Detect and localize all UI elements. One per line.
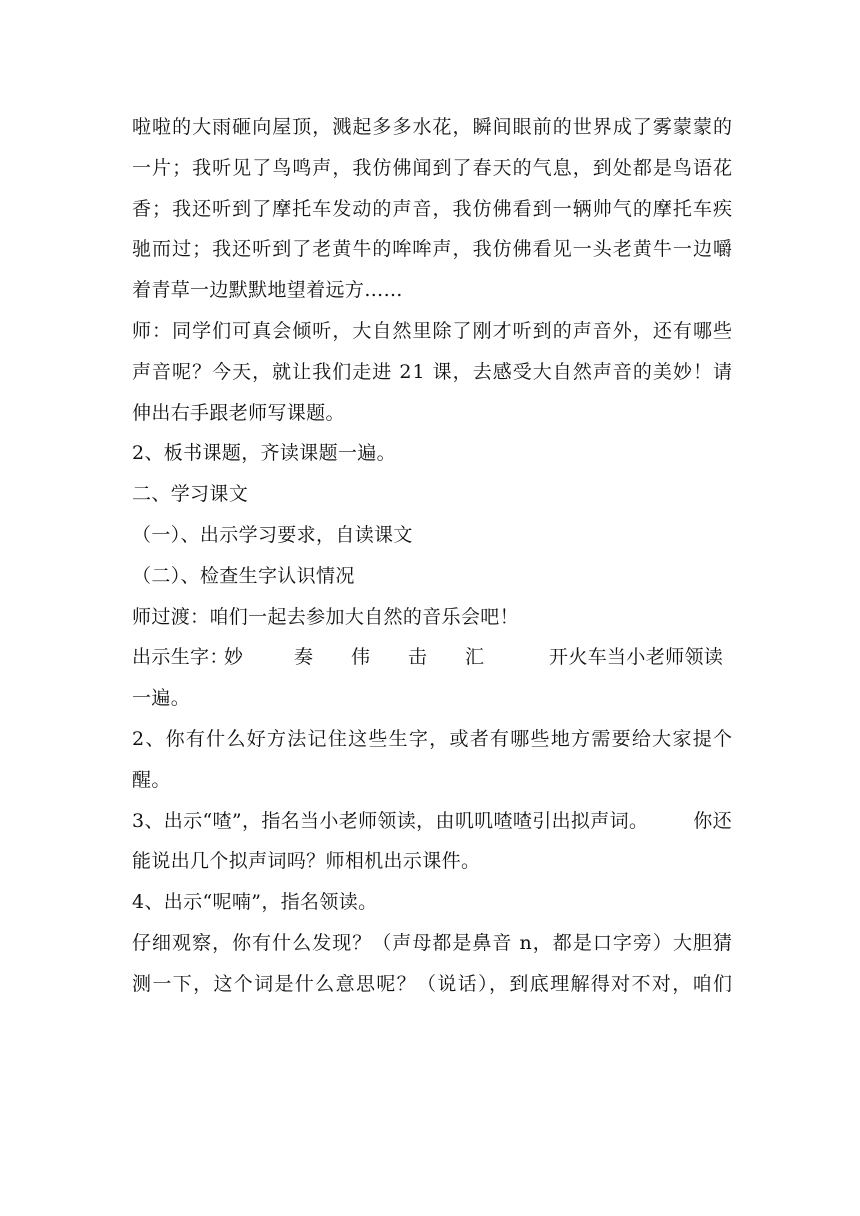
new-characters-label: 出示生字：: [132, 646, 229, 669]
text-line-content: 伸出右手跟老师写课题。: [132, 401, 345, 424]
new-character: 妙: [224, 646, 244, 669]
text-line-content: 测一下，这个词是什么意思呢？（说话），到底理解得对不对，咱们: [132, 972, 734, 995]
text-line: [132, 352, 732, 393]
new-characters-line: [132, 637, 732, 678]
text-line-content: 啦啦的大雨砸向屋顶，溅起多多水花，瞬间眼前的世界成了雾蒙蒙的: [132, 116, 734, 138]
text-line: [132, 148, 732, 189]
subsection-heading-text: （二）、检查生字认识情况: [132, 564, 355, 587]
text-line-content: 醒。: [132, 768, 171, 791]
text-line-content: 师过渡：咱们一起去参加大自然的音乐会吧！: [132, 605, 520, 628]
text-line: [132, 189, 732, 230]
section-heading: [132, 474, 732, 515]
text-line: [132, 107, 732, 148]
text-line: [132, 719, 732, 760]
text-line: [132, 229, 732, 270]
new-characters-instruction: 开火车当小老师领读: [549, 646, 724, 669]
text-line: [132, 923, 732, 964]
new-character: 击: [408, 646, 428, 669]
text-line-content: 4、出示“呢喃”，指名领读。: [132, 891, 378, 914]
text-line-content: 一片；我听见了鸟鸣声，我仿佛闻到了春天的气息，到处都是鸟语花: [132, 156, 734, 179]
text-line-tail: 你还: [693, 809, 732, 832]
text-line: [132, 801, 732, 842]
subsection-heading-text: （一）、出示学习要求，自读课文: [132, 523, 413, 546]
subsection-heading: [132, 515, 732, 556]
text-line-content: 驰而过；我还听到了老黄牛的哞哞声，我仿佛看见一头老黄牛一边嚼: [132, 238, 734, 261]
text-line: [132, 841, 732, 882]
text-line: [132, 678, 732, 719]
text-line-content: 一遍。: [132, 687, 191, 710]
text-line: [132, 760, 732, 801]
text-line: [132, 270, 732, 311]
text-line: [132, 597, 732, 638]
text-line-content: 着青草一边默默地望着远方……: [132, 279, 403, 302]
text-line: [132, 433, 732, 474]
new-character: 奏: [294, 646, 314, 669]
text-line-content: 能说出几个拟声词吗？师相机出示课件。: [132, 850, 481, 873]
document-body: [132, 107, 732, 1005]
text-line: [132, 882, 732, 923]
text-line-content: 香；我还听到了摩托车发动的声音，我仿佛看到一辆帅气的摩托车疾: [132, 197, 734, 220]
text-line-content: 师：同学们可真会倾听，大自然里除了刚才听到的声音外，还有哪些: [132, 319, 734, 342]
subsection-heading: [132, 556, 732, 597]
text-line: [132, 311, 732, 352]
section-heading-text: 二、学习课文: [132, 483, 249, 506]
text-line-content: 仔细观察，你有什么发现？（声母都是鼻音 n，都是口字旁）大胆猜: [132, 931, 734, 954]
new-character: 汇: [465, 646, 485, 669]
text-line-content: 声音呢？今天，就让我们走进 21 课，去感受大自然声音的美妙！请: [132, 360, 734, 383]
text-line: [132, 393, 732, 434]
text-line-content: 2、板书课题，齐读课题一遍。: [132, 442, 396, 465]
text-line-content: 2、你有什么好方法记住这些生字，或者有哪些地方需要给大家提个: [132, 727, 734, 750]
text-line: [132, 964, 732, 1005]
new-character: 伟: [351, 646, 371, 669]
text-line-content: 3、出示“喳”，指名当小老师领读，由叽叽喳喳引出拟声词。: [132, 809, 649, 832]
